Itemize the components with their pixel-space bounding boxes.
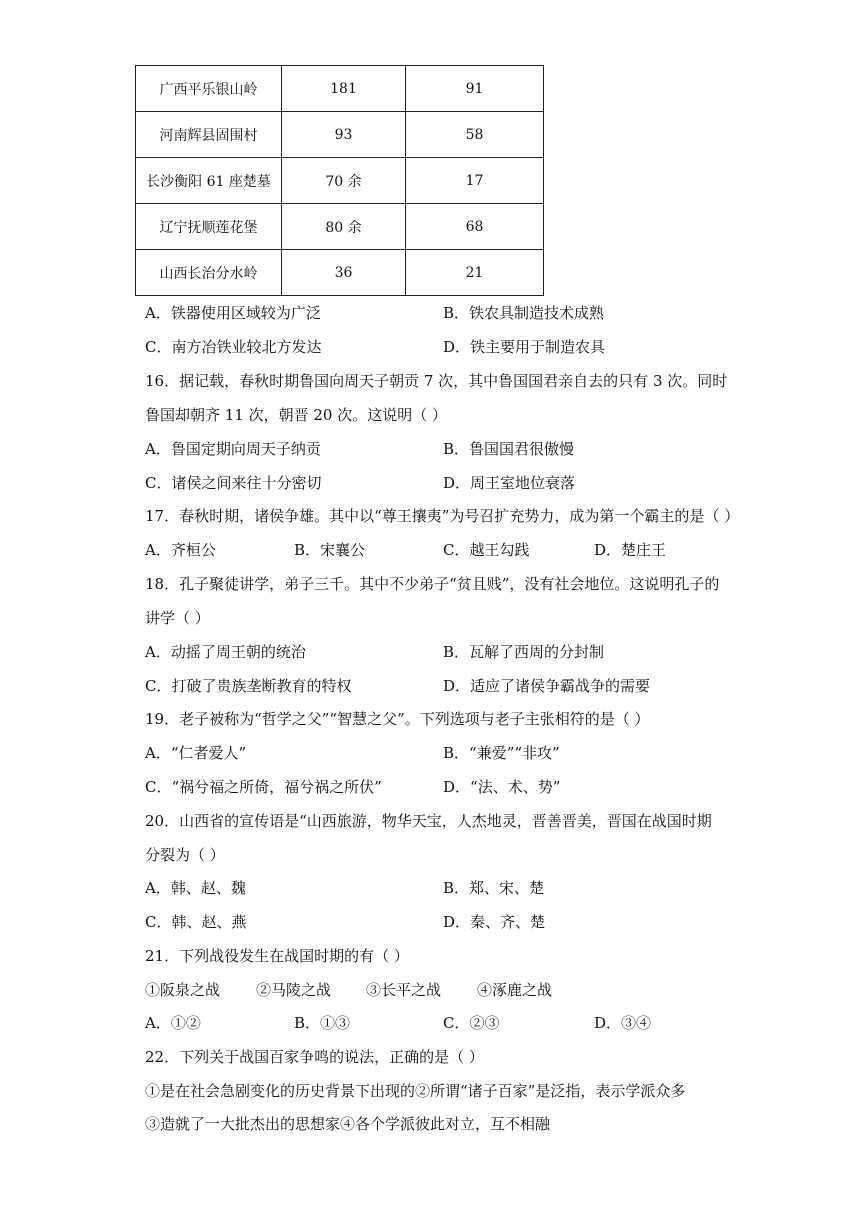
q18-stem-line2: 讲学（ ） — [145, 609, 210, 627]
q18-option-c: C．打破了贵族垄断教育的特权 — [145, 677, 352, 695]
table-cell: 21 — [406, 250, 544, 296]
q21-item-4: ④涿鹿之战 — [477, 981, 553, 999]
q22-statement-line1: ①是在社会急剧变化的历史背景下出现的②所谓“诸子百家”是泛指，表示学派众多 — [145, 1082, 686, 1100]
q21-stem: 21．下列战役发生在战国时期的有（ ） — [145, 947, 409, 965]
table-cell: 181 — [282, 66, 406, 112]
q20-stem-line1: 20．山西省的宣传语是“山西旅游，物华天宝，人杰地灵，晋善晋美，晋国在战国时期 — [145, 812, 712, 830]
q19-option-c: C．“祸兮福之所倚，福兮祸之所伏” — [145, 778, 382, 796]
q17-option-b: B．宋襄公 — [294, 541, 366, 559]
q17-option-a: A．齐桓公 — [145, 541, 216, 559]
data-table — [135, 65, 544, 296]
q20-option-a: A．韩、赵、魏 — [145, 879, 246, 897]
table-cell: 广西平乐银山岭 — [136, 66, 282, 112]
table-cell: 辽宁抚顺莲花堡 — [136, 204, 282, 250]
q20-option-b: B．郑、宋、楚 — [443, 879, 545, 897]
q18-option-d: D．适应了诸侯争霸战争的需要 — [443, 677, 651, 695]
q19-stem: 19．老子被称为“哲学之父”“智慧之父”。下列选项与老子主张相符的是（ ） — [145, 710, 650, 728]
q15-option-c: C．南方冶铁业较北方发达 — [145, 338, 322, 356]
table-cell: 91 — [406, 66, 544, 112]
q22-statement-line2: ③造就了一大批杰出的思想家④各个学派彼此对立，互不相融 — [145, 1115, 551, 1133]
q16-option-a: A．鲁国定期向周天子纳贡 — [145, 440, 321, 458]
q21-item-1: ①阪泉之战 — [145, 981, 221, 999]
q21-item-2: ②马陵之战 — [256, 981, 332, 999]
table-row — [136, 204, 544, 250]
q20-stem-line2: 分裂为（ ） — [145, 846, 225, 864]
table-cell: 93 — [282, 112, 406, 158]
table-row — [136, 250, 544, 296]
q21-option-c: C．②③ — [443, 1014, 500, 1032]
q19-option-a: A．“仁者爱人” — [145, 744, 247, 762]
q19-option-d: D．“法、术、势” — [443, 778, 561, 796]
table-cell: 80 余 — [282, 204, 406, 250]
table-cell: 山西长治分水岭 — [136, 250, 282, 296]
q15-option-b: B．铁农具制造技术成熟 — [443, 304, 605, 322]
table-row — [136, 158, 544, 204]
q15-option-d: D．铁主要用于制造农具 — [443, 338, 606, 356]
q16-stem-line2: 鲁国却朝齐 11 次，朝晋 20 次。这说明（ ） — [145, 406, 448, 424]
q17-option-d: D．楚庄王 — [594, 541, 667, 559]
q18-option-a: A．动摇了周王朝的统治 — [145, 643, 306, 661]
q22-stem: 22．下列关于战国百家争鸣的说法，正确的是（ ） — [145, 1048, 484, 1066]
q20-option-d: D．秦、齐、楚 — [443, 913, 546, 931]
q18-option-b: B．瓦解了西周的分封制 — [443, 643, 605, 661]
q16-option-c: C．诸侯之间来往十分密切 — [145, 474, 322, 492]
q21-option-b: B．①③ — [294, 1014, 351, 1032]
q17-stem: 17．春秋时期，诸侯争雄。其中以“尊王攘夷”为号召扩充势力，成为第一个霸主的是（ ） — [145, 507, 740, 525]
q21-option-a: A．①② — [145, 1014, 201, 1032]
table-cell: 36 — [282, 250, 406, 296]
table-cell: 68 — [406, 204, 544, 250]
table-cell: 58 — [406, 112, 544, 158]
q16-option-d: D．周王室地位衰落 — [443, 474, 576, 492]
q18-stem-line1: 18．孔子聚徒讲学，弟子三千。其中不少弟子“贫且贱”，没有社会地位。这说明孔子的 — [145, 575, 720, 593]
table-cell: 长沙衡阳 61 座楚墓 — [136, 158, 282, 204]
table-cell: 河南辉县固围村 — [136, 112, 282, 158]
q21-option-d: D．③④ — [594, 1014, 652, 1032]
q19-option-b: B．“兼爱”“非攻” — [443, 744, 560, 762]
table-row — [136, 66, 544, 112]
q16-stem-line1: 16．据记载，春秋时期鲁国向周天子朝贡 7 次，其中鲁国国君亲自去的只有 3 次。同时 — [145, 372, 728, 390]
q15-option-a: A．铁器使用区域较为广泛 — [145, 304, 321, 322]
table-cell: 70 余 — [282, 158, 406, 204]
q16-option-b: B．鲁国国君很傲慢 — [443, 440, 575, 458]
q21-item-3: ③长平之战 — [366, 981, 442, 999]
q20-option-c: C．韩、赵、燕 — [145, 913, 247, 931]
table-cell: 17 — [406, 158, 544, 204]
table-row — [136, 112, 544, 158]
q17-option-c: C．越王勾践 — [443, 541, 530, 559]
